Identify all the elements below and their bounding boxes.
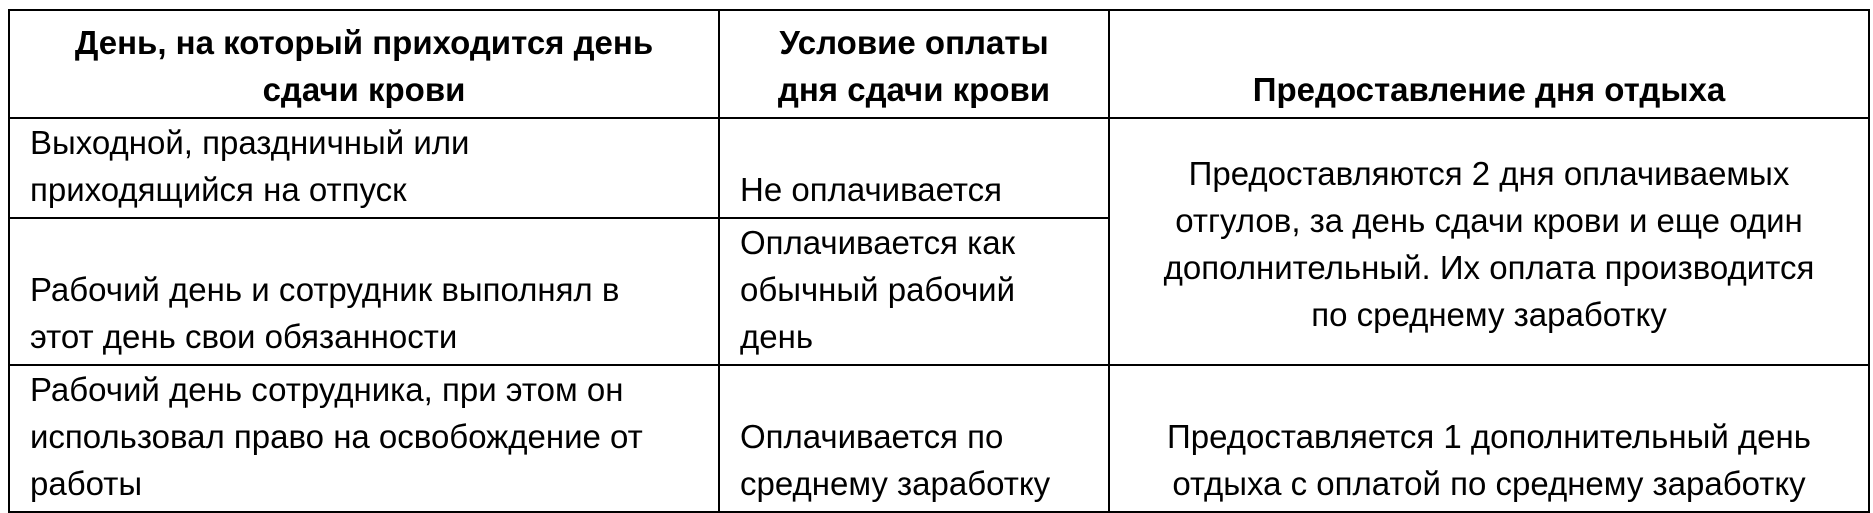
header-donation-day-line-2: сдачи крови	[262, 71, 466, 108]
cell-payment-working	[719, 218, 1109, 365]
table-row	[9, 365, 1869, 512]
cell-payment-released-line-1: Оплачивается по	[740, 418, 1004, 455]
cell-payment-released	[719, 365, 1109, 512]
cell-payment-weekend-line-1: Не оплачивается	[740, 171, 1002, 208]
header-donation-day	[9, 10, 719, 118]
cell-day-weekend-line-1: Выходной, праздничный или	[30, 124, 470, 161]
header-payment-condition-line-2: дня сдачи крови	[777, 71, 1051, 108]
cell-day-released	[9, 365, 719, 512]
header-rest-day-line-1: Предоставление дня отдыха	[1252, 71, 1726, 108]
header-payment-condition-line-1: Условие оплаты	[779, 24, 1049, 61]
cell-day-weekend-line-2: приходящийся на отпуск	[30, 171, 407, 208]
cell-payment-released-line-2: среднему заработку	[740, 465, 1051, 502]
cell-rest-merged	[1109, 118, 1869, 365]
cell-rest-released-line-2: отдыха с оплатой по среднему заработку	[1172, 465, 1806, 502]
cell-payment-working-line-1: Оплачивается как	[740, 224, 1016, 261]
cell-day-working	[9, 218, 719, 365]
cell-rest-merged-line-3: дополнительный. Их оплата производится	[1163, 248, 1815, 286]
cell-payment-working-line-2: обычный рабочий	[740, 271, 1016, 308]
header-donation-day-line-1: День, на который приходится день	[74, 24, 654, 61]
cell-rest-merged-line-1: Предоставляются 2 дня оплачиваемых	[1188, 154, 1790, 192]
header-payment-condition	[719, 10, 1109, 118]
cell-day-weekend	[9, 118, 719, 218]
cell-rest-merged-line-2: отгулов, за день сдачи крови и еще один	[1175, 201, 1803, 239]
cell-payment-weekend	[719, 118, 1109, 218]
cell-rest-released-line-1: Предоставляется 1 дополнительный день	[1167, 418, 1811, 455]
table-row	[9, 118, 1869, 218]
cell-day-working-line-1: Рабочий день и сотрудник выполнял в	[30, 271, 620, 308]
cell-payment-working-line-3: день	[740, 318, 814, 355]
cell-day-working-line-2: этот день свои обязанности	[30, 318, 458, 355]
header-rest-day	[1109, 10, 1869, 118]
header-row	[9, 10, 1869, 118]
cell-day-released-line-2: использовал право на освобождение от	[30, 418, 643, 455]
cell-day-released-line-3: работы	[30, 465, 143, 502]
cell-rest-merged-line-4: по среднему заработку	[1311, 295, 1667, 333]
blood-donation-table	[8, 9, 1870, 513]
cell-rest-released	[1109, 365, 1869, 512]
cell-day-released-line-1: Рабочий день сотрудника, при этом он	[30, 371, 624, 408]
